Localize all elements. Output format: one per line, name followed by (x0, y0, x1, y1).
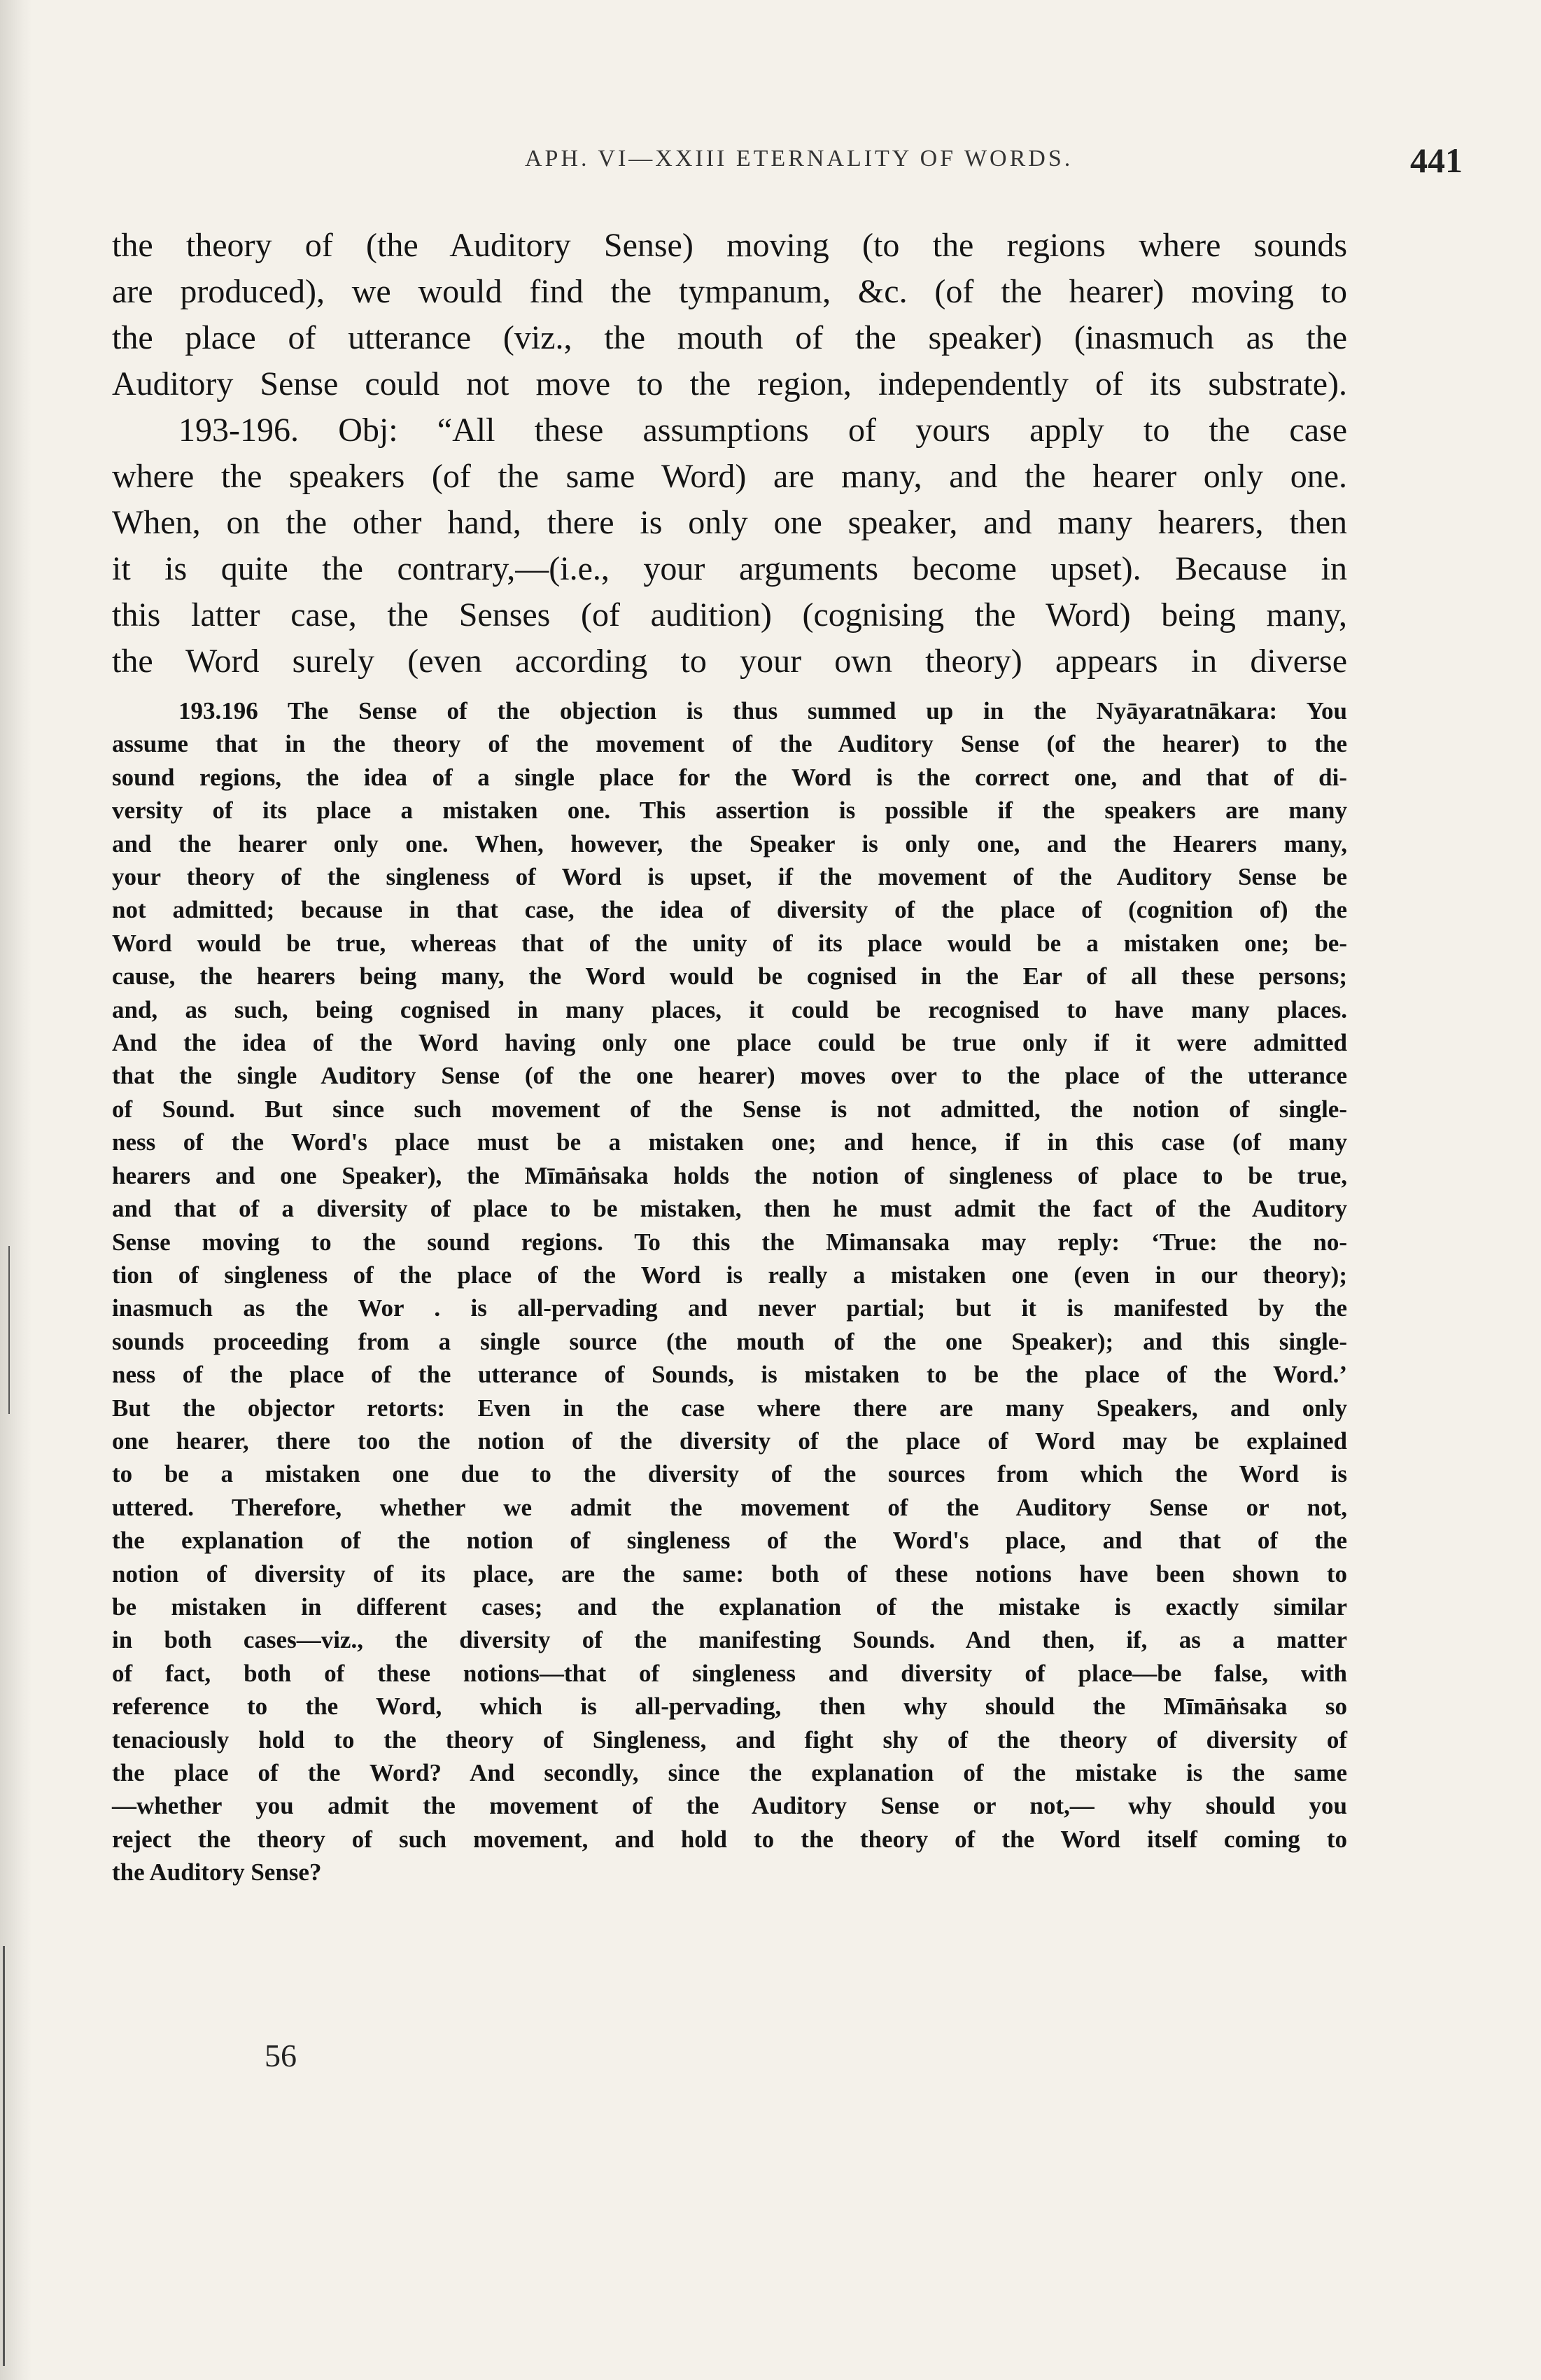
footnote-line: the Auditory Sense? (112, 1858, 322, 1886)
main-text-line: the Word surely (even according to your own theory) appears in diverse (112, 643, 1347, 680)
main-text-line: are produced), we would find the tympanum, &c. (of the hearer) moving to (112, 273, 1347, 310)
footnote-line: reference to the Word, which is all-pervading, then why should the Mīmāṅsaka so (112, 1693, 1347, 1721)
main-text-block (112, 223, 1347, 685)
footnote-line: hearers and one Speaker), the Mīmāṅsaka holds the notion of singleness of place to be true, (112, 1161, 1347, 1189)
footnote-line: cause, the hearers being many, the Word would be cognised in the Ear of all these persons; (112, 962, 1347, 990)
binding-shadow-line (8, 1246, 10, 1414)
footnote-line: versity of its place a mistaken one. This assertion is possible if the speakers are many (112, 797, 1347, 825)
main-text-line: the theory of (the Auditory Sense) moving (to the regions where sounds (112, 227, 1347, 264)
footnote-line: one hearer, there too the notion of the diversity of the place of Word may be explained (112, 1427, 1347, 1455)
footnote-line: sound regions, the idea of a single place for the Word is the correct one, and that of di- (112, 763, 1347, 791)
footnote-line: and, as such, being cognised in many places, it could be recognised to have many places. (112, 995, 1347, 1023)
main-text-line: 193-196. Obj: “All these assumptions of yours apply to the case (178, 412, 1347, 449)
signature-mark: 56 (265, 2038, 297, 2073)
footnote-line: 193.196 The Sense of the objection is thus summed up in the Nyāyaratnākara: You (178, 697, 1347, 724)
footnote-line: your theory of the singleness of Word is upset, if the movement of the Auditory Sense be (112, 863, 1347, 891)
footnote-line: the place of the Word? And secondly, since the explanation of the mistake is the same (112, 1759, 1347, 1786)
footnote-line: And the idea of the Word having only one place could be true only if it were admitted (112, 1029, 1347, 1057)
footnote-line: reject the theory of such movement, and hold to the theory of the Word itself coming to (112, 1825, 1347, 1853)
footnote-line: and that of a diversity of place to be mistaken, then he must admit the fact of the Auditory (112, 1195, 1347, 1223)
footnote-line: not admitted; because in that case, the idea of diversity of the place of (cognition of) the (112, 896, 1347, 924)
footnote-line: be mistaken in different cases; and the explanation of the mistake is exactly similar (112, 1592, 1347, 1620)
main-text-line: the place of utterance (viz., the mouth of the speaker) (inasmuch as the (112, 319, 1347, 356)
footnote-block (112, 694, 1347, 1889)
footnote-line: —whether you admit the movement of the Auditory Sense or not,— why should you (112, 1792, 1347, 1820)
page-header (112, 141, 1463, 188)
main-text-line: When, on the other hand, there is only one speaker, and many hearers, then (112, 504, 1347, 541)
footnote-line: the explanation of the notion of singleness of the Word's place, and that of the (112, 1527, 1347, 1555)
footnote-line: But the objector retorts: Even in the case where there are many Speakers, and only (112, 1394, 1347, 1422)
main-text-line: it is quite the contrary,—(i.e., your arguments become upset). Because in (112, 550, 1347, 587)
footnote-line: Word would be true, whereas that of the unity of its place would be a mistaken one; be- (112, 929, 1347, 957)
running-head: APH. VI—XXIII ETERNALITY OF WORDS. (525, 146, 1074, 172)
footnote-line: tenaciously hold to the theory of Singleness, and fight shy of the theory of diversity of (112, 1726, 1347, 1754)
main-text-line: Auditory Sense could not move to the region, independently of its substrate). (112, 365, 1347, 402)
main-text-line: where the speakers (of the same Word) are many, and the hearer only one. (112, 458, 1347, 495)
footnote-line: in both cases—viz., the diversity of the manifesting Sounds. And then, if, as a matter (112, 1626, 1347, 1654)
footnote-line: sounds proceeding from a single source (the mouth of the one Speaker); and this single- (112, 1327, 1347, 1355)
footnote-line: assume that in the theory of the movement of the Auditory Sense (of the hearer) to the (112, 730, 1347, 758)
binding-shadow-line (3, 1946, 5, 2366)
footnote-line: uttered. Therefore, whether we admit the movement of the Auditory Sense or not, (112, 1493, 1347, 1521)
page-number: 441 (1410, 141, 1463, 180)
footnote-line: notion of diversity of its place, are the same: both of these notions have been shown to (112, 1560, 1347, 1588)
footnote-line: of Sound. But since such movement of the Sense is not admitted, the notion of single- (112, 1095, 1347, 1123)
footnote-line: of fact, both of these notions—that of singleness and diversity of place—be false, with (112, 1659, 1347, 1687)
footnote-line: inasmuch as the Wor . is all-pervading and never partial; but it is manifested by the (112, 1294, 1347, 1322)
footnote-line: ness of the place of the utterance of Sounds, is mistaken to be the place of the Word.’ (112, 1361, 1347, 1389)
footnote-line: and the hearer only one. When, however, the Speaker is only one, and the Hearers many, (112, 830, 1347, 858)
footnote-line: Sense moving to the sound regions. To this the Mimansaka may reply: ‘True: the no- (112, 1228, 1347, 1256)
main-text-line: this latter case, the Senses (of audition) (cognising the Word) being many, (112, 596, 1347, 634)
footnote-line: that the single Auditory Sense (of the one hearer) moves over to the place of the utterance (112, 1062, 1347, 1090)
footnote-line: to be a mistaken one due to the diversity of the sources from which the Word is (112, 1460, 1347, 1488)
footnote-line: tion of singleness of the place of the Word is really a mistaken one (even in our theory); (112, 1261, 1347, 1289)
footnote-line: ness of the Word's place must be a mistaken one; and hence, if in this case (of many (112, 1128, 1347, 1156)
